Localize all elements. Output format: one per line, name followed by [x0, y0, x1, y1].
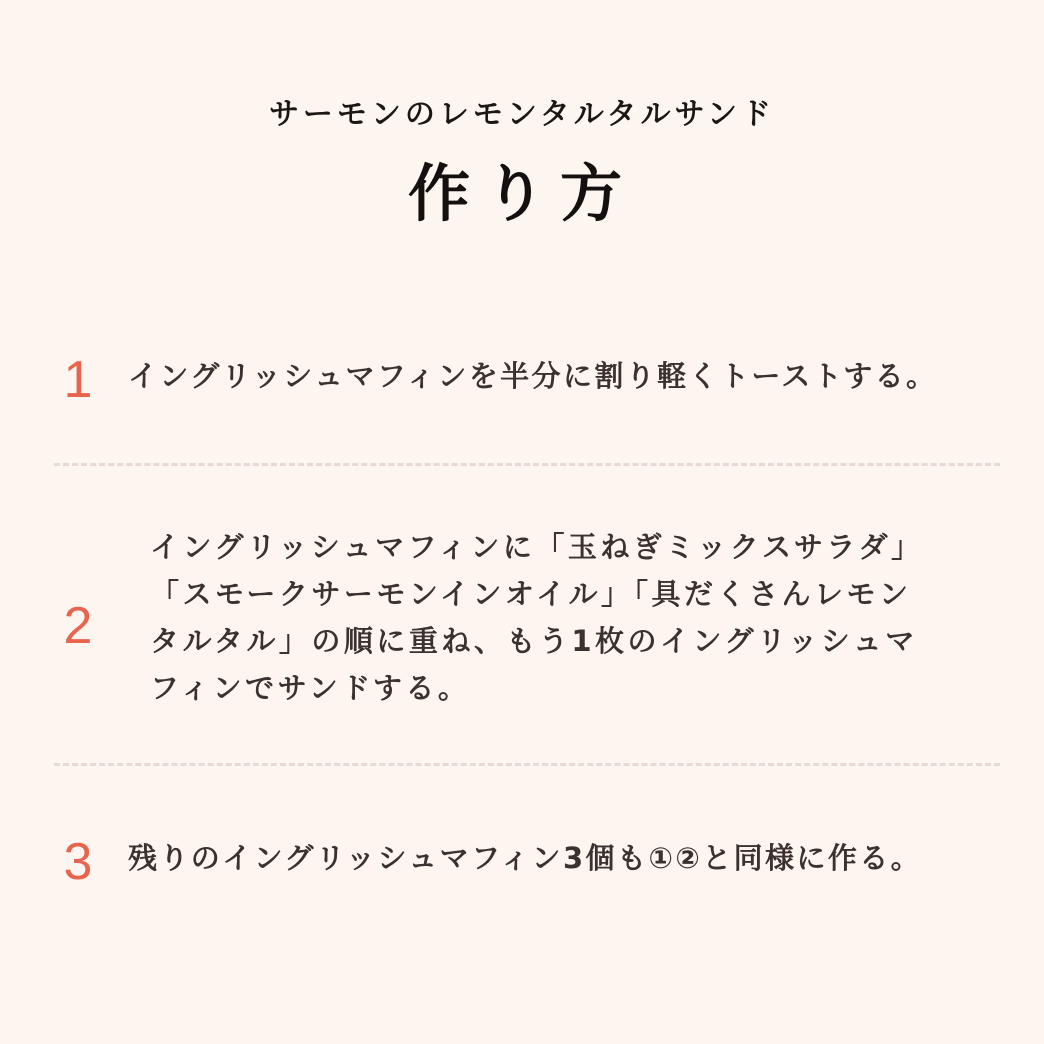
page-title: 作り方: [407, 157, 636, 230]
step-text: [128, 836, 922, 880]
step-text-line: イングリッシュマフィンに「玉ねぎミックスサラダ」: [150, 530, 924, 564]
dashed-divider: [54, 763, 1000, 766]
step-item: [0, 828, 1044, 892]
step-number: 3: [63, 833, 93, 891]
recipe-subtitle: サーモンのレモンタルタルサンド: [268, 97, 776, 132]
step-text: [150, 524, 924, 712]
step-number: 1: [63, 351, 93, 409]
step-text: [128, 354, 937, 398]
step-number: 2: [63, 597, 93, 655]
step-text-line: イングリッシュマフィンを半分に割り軽くトーストする。: [128, 359, 938, 393]
step-item: [0, 344, 1044, 408]
step-text-line: フィンでサンドする。: [150, 671, 471, 705]
step-text-line: 「スモークサーモンインオイル」「具だくさんレモン: [150, 577, 912, 611]
step-item: [0, 520, 1044, 720]
step-text-line: 残りのイングリッシュマフィン3個も①②と同様に作る。: [128, 841, 923, 875]
dashed-divider: [54, 463, 1000, 466]
step-text-line: タルタル」の順に重ね、もう1枚のイングリッシュマ: [150, 624, 918, 658]
